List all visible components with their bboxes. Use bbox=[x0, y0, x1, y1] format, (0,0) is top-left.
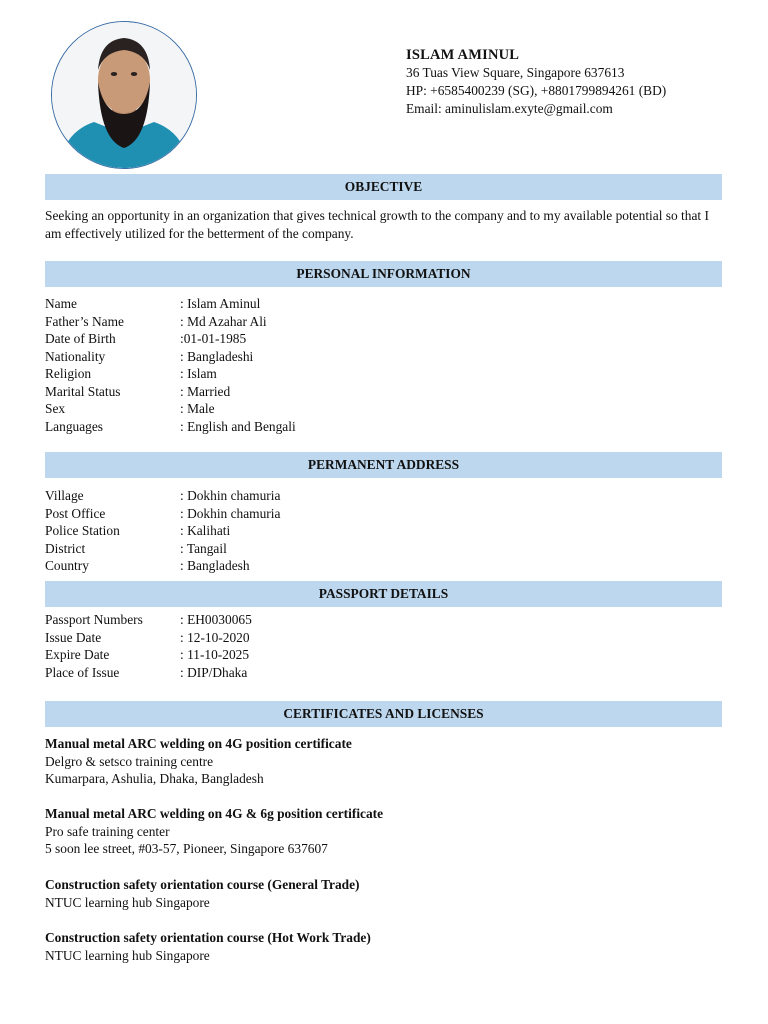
info-label: Religion bbox=[45, 366, 92, 381]
address-row bbox=[45, 505, 280, 523]
info-row bbox=[45, 418, 296, 436]
personal-info-list bbox=[45, 295, 296, 435]
permanent-address-list bbox=[45, 487, 280, 575]
info-label: Date of Birth bbox=[45, 331, 116, 346]
certificate-issuer: NTUC learning hub Singapore bbox=[45, 947, 210, 963]
info-row bbox=[45, 295, 296, 313]
info-label: Nationality bbox=[45, 348, 106, 364]
address-label: Country bbox=[45, 558, 89, 573]
email-address: Email: aminulislam.exyte@gmail.com bbox=[406, 101, 613, 116]
info-label: Sex bbox=[45, 401, 66, 416]
certificate-entry bbox=[45, 876, 360, 911]
passport-row bbox=[45, 664, 252, 682]
address-label: Police Station bbox=[45, 523, 120, 538]
address-value: : Tangail bbox=[180, 540, 227, 556]
info-row bbox=[45, 313, 296, 331]
personal-info-heading: PERSONAL INFORMATION bbox=[45, 261, 722, 287]
certificate-entry bbox=[45, 805, 383, 858]
certificate-title: Manual metal ARC welding on 4G & 6g position certificate bbox=[45, 806, 384, 821]
certificate-location: Kumarpara, Ashulia, Dhaka, Bangladesh bbox=[45, 771, 264, 786]
passport-label: Passport Numbers bbox=[45, 612, 143, 627]
passport-row bbox=[45, 611, 252, 629]
passport-value: : 11-10-2025 bbox=[180, 647, 250, 662]
info-value: : Male bbox=[180, 401, 215, 416]
info-label: Father’s Name bbox=[45, 313, 124, 329]
info-row bbox=[45, 400, 296, 418]
info-label: Marital Status bbox=[45, 383, 121, 399]
info-row bbox=[45, 330, 296, 348]
certificate-title: Construction safety orientation course (General Trade) bbox=[45, 877, 360, 892]
candidate-name: ISLAM AMINUL bbox=[406, 47, 520, 63]
address-row bbox=[45, 557, 280, 575]
address-value: : Kalihati bbox=[180, 523, 231, 538]
certificate-issuer: Pro safe training center bbox=[45, 823, 170, 839]
passport-details-heading: PASSPORT DETAILS bbox=[45, 581, 722, 607]
address-row bbox=[45, 487, 280, 505]
info-value: : Islam bbox=[180, 366, 217, 381]
profile-photo bbox=[51, 21, 197, 169]
passport-row bbox=[45, 629, 252, 647]
address-value: : Bangladesh bbox=[180, 558, 250, 573]
info-row bbox=[45, 348, 296, 366]
info-value: : Bangladeshi bbox=[180, 348, 254, 364]
info-row bbox=[45, 383, 296, 401]
info-value: : English and Bengali bbox=[180, 418, 296, 434]
passport-label: Expire Date bbox=[45, 647, 110, 662]
address-label: Post Office bbox=[45, 505, 106, 521]
passport-label: Place of Issue bbox=[45, 664, 120, 680]
passport-value: : DIP/Dhaka bbox=[180, 664, 248, 680]
objective-heading: OBJECTIVE bbox=[45, 174, 722, 200]
info-label: Languages bbox=[45, 418, 104, 434]
contact-block bbox=[406, 46, 666, 118]
address-value: : Dokhin chamuria bbox=[180, 505, 281, 521]
objective-text: Seeking an opportunity in an organization that gives technical growth to the company and to my available potential so that I am effectively utilized for the betterment of the company. bbox=[45, 208, 709, 241]
profile-photo-illustration bbox=[52, 22, 196, 168]
certificate-issuer: Delgro & setsco training centre bbox=[45, 753, 214, 769]
info-value: : Md Azahar Ali bbox=[180, 313, 267, 329]
info-value: :01-01-1985 bbox=[180, 331, 247, 346]
passport-value: : EH0030065 bbox=[180, 612, 252, 627]
certificate-location: 5 soon lee street, #03-57, Pioneer, Singapore 637607 bbox=[45, 841, 328, 856]
address-label: Village bbox=[45, 488, 84, 503]
permanent-address-heading: PERMANENT ADDRESS bbox=[45, 452, 722, 478]
passport-value: : 12-10-2020 bbox=[180, 629, 250, 645]
info-row bbox=[45, 365, 296, 383]
info-value: : Islam Aminul bbox=[180, 296, 261, 311]
home-address: 36 Tuas View Square, Singapore 637613 bbox=[406, 65, 625, 80]
passport-details-list bbox=[45, 611, 252, 681]
certificate-title: Manual metal ARC welding on 4G position certificate bbox=[45, 736, 352, 751]
certificates-heading: CERTIFICATES AND LICENSES bbox=[45, 701, 722, 727]
certificate-issuer: NTUC learning hub Singapore bbox=[45, 894, 210, 910]
info-value: : Married bbox=[180, 383, 231, 399]
address-label: District bbox=[45, 540, 86, 556]
passport-label: Issue Date bbox=[45, 629, 102, 645]
certificate-title: Construction safety orientation course (Hot Work Trade) bbox=[45, 930, 371, 945]
phone-numbers: HP: +6585400239 (SG), +8801799894261 (BD) bbox=[406, 83, 667, 98]
certificate-entry bbox=[45, 929, 371, 964]
passport-row bbox=[45, 646, 252, 664]
address-row bbox=[45, 540, 280, 558]
address-value: : Dokhin chamuria bbox=[180, 488, 281, 503]
certificate-entry bbox=[45, 735, 352, 788]
address-row bbox=[45, 522, 280, 540]
info-label: Name bbox=[45, 296, 77, 311]
